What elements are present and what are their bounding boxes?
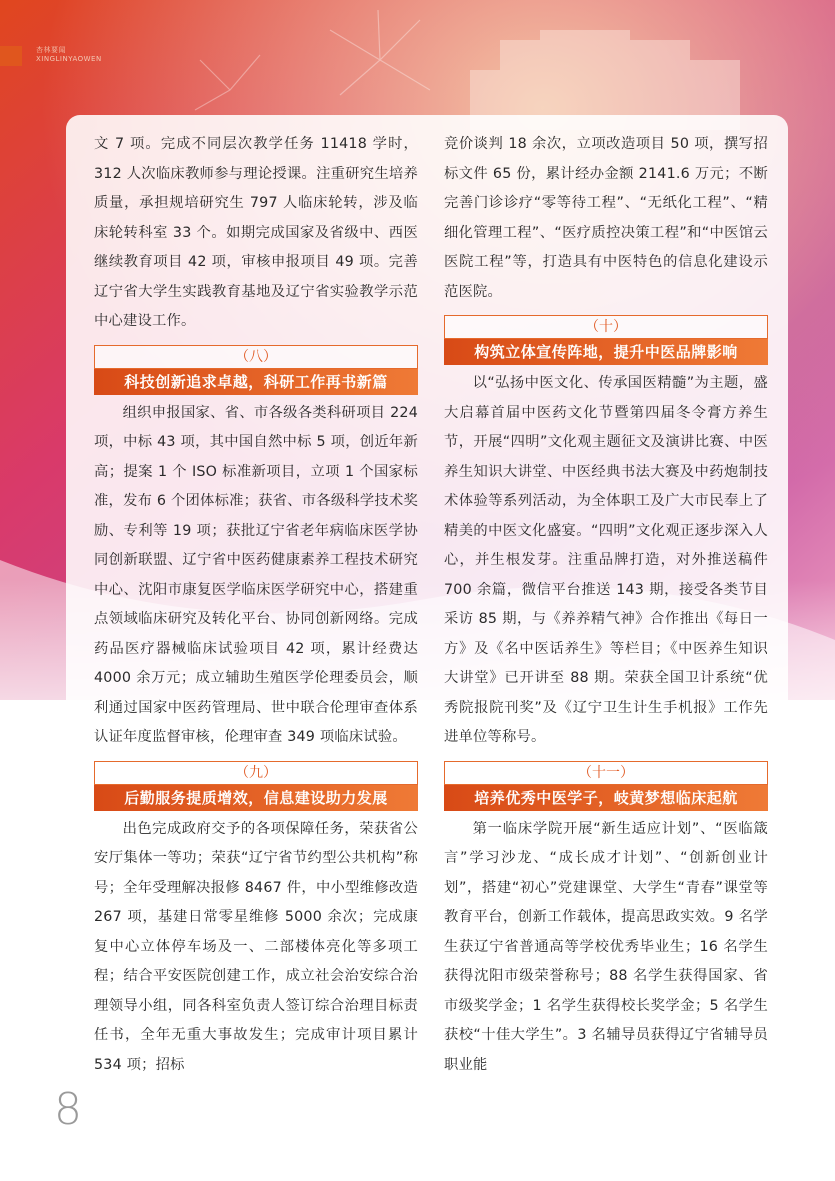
section-8-heading xyxy=(94,345,418,395)
section-number: （九） xyxy=(94,761,418,785)
section-number: （十一） xyxy=(444,761,768,785)
header-label-en: XINGLINYAOWEN xyxy=(36,55,102,63)
paragraph: 出色完成政府交予的各项保障任务，荣获省公安厅集体一等功；荣获“辽宁省节约型公共机构”称号；全年受理解决报修 8467 件，中小型维修改造 267 项，基建日常零星维修 5000 余次；完成康复中心立体停车场及一、二部楼体亮化等多项工程；结合平安医院创建工作，成立社会治安综合治理领导小组，同各科室负责人签订综合治理目标责任书，全年无重大事故发生；完成审计项目累计 534 项；招标 xyxy=(94,820,418,1073)
paragraph: 竞价谈判 18 余次，立项改造项目 50 项，撰写招标文件 65 份，累计经办金额 2141.6 万元；不断完善门诊诊疗“零等待工程”、“无纸化工程”、“精细化管理工程”、“医疗质控决策工程”和“中医馆云医院工程”等，打造具有中医特色的信息化建设示范医院。 xyxy=(444,136,768,300)
section-title: 科技创新追求卓越，科研工作再书新篇 xyxy=(94,369,418,395)
paragraph: 第一临床学院开展“新生适应计划”、“医临箴言”学习沙龙、“成长成才计划”、“创新创业计划”，搭建“初心”党建课堂、大学生“青春”课堂等教育平台，创新工作载体，提高思政实效。9 名学生获辽宁省普通高等学校优秀毕业生；16 名学生获得沈阳市级荣誉称号；88 名学生获得国家、省市级奖学金；1 名学生获得校长奖学金；5 名学生获校“十佳大学生”。3 名辅导员获得辽宁省辅导员职业能 xyxy=(444,820,768,1073)
left-column xyxy=(94,130,418,1080)
header-accent-bar xyxy=(0,46,22,66)
section-10-heading xyxy=(444,315,768,365)
right-column xyxy=(444,130,768,1080)
section-title: 后勤服务提质增效，信息建设助力发展 xyxy=(94,785,418,811)
section-header-label xyxy=(36,46,102,64)
page-number: 8 xyxy=(54,1084,82,1135)
header-label-cn: 杏林要闻 xyxy=(36,46,66,54)
section-title: 构筑立体宣传阵地，提升中医品牌影响 xyxy=(444,339,768,365)
section-number: （十） xyxy=(444,315,768,339)
section-11-heading xyxy=(444,761,768,811)
paragraph: 文 7 项。完成不同层次教学任务 11418 学时，312 人次临床教师参与理论授课。注重研究生培养质量，承担规培研究生 797 人临床轮转，涉及临床轮转科室 33 个。如期完成国家及省级中、西医继续教育项目 42 项，审核申报项目 49 项。完善辽宁省大学生实践教育基地及辽宁省实验教学示范中心建设工作。 xyxy=(94,136,418,329)
paragraph: 组织申报国家、省、市各级各类科研项目 224 项，中标 43 项，其中国自然中标 5 项，创近年新高；提案 1 个 ISO 标准新项目，立项 1 个国家标准，发布 6 个团体标准；获省、市各级科学技术奖励、专利等 19 项；获批辽宁省老年病临床医学协同创新联盟、辽宁省中医药健康素养工程技术研究中心、沈阳市康复医学临床医学研究中心，搭建重点领域临床研究及转化平台、协同创新网络。完成药品医疗器械临床试验项目 42 项，累计经费达 4000 余万元；成立辅助生殖医学伦理委员会，顺利通过国家中医药管理局、世中联合伦理审查体系认证年度监督审核，伦理审查 349 项临床试验。 xyxy=(94,404,418,745)
section-9-heading xyxy=(94,761,418,811)
section-number: （八） xyxy=(94,345,418,369)
section-title: 培养优秀中医学子，岐黄梦想临床起航 xyxy=(444,785,768,811)
paragraph: 以“弘扬中医文化、传承国医精髓”为主题，盛大启幕首届中医药文化节暨第四届冬令膏方养生节，开展“四明”文化观主题征文及演讲比赛、中医养生知识大讲堂、中医经典书法大赛及中药炮制技术体验等系列活动，为全体职工及广大市民奉上了精美的中医文化盛宴。“四明”文化观正逐步深入人心，并生根发芽。注重品牌打造，对外推送稿件 700 余篇，微信平台推送 143 期，接受各类节目采访 85 期，与《养养精气神》合作推出《每日一方》及《名中医话养生》等栏目；《中医养生知识大讲堂》已开讲至 88 期。荣获全国卫计系统“优秀院报院刊奖”及《辽宁卫生计生手机报》工作先进单位等称号。 xyxy=(444,375,768,745)
